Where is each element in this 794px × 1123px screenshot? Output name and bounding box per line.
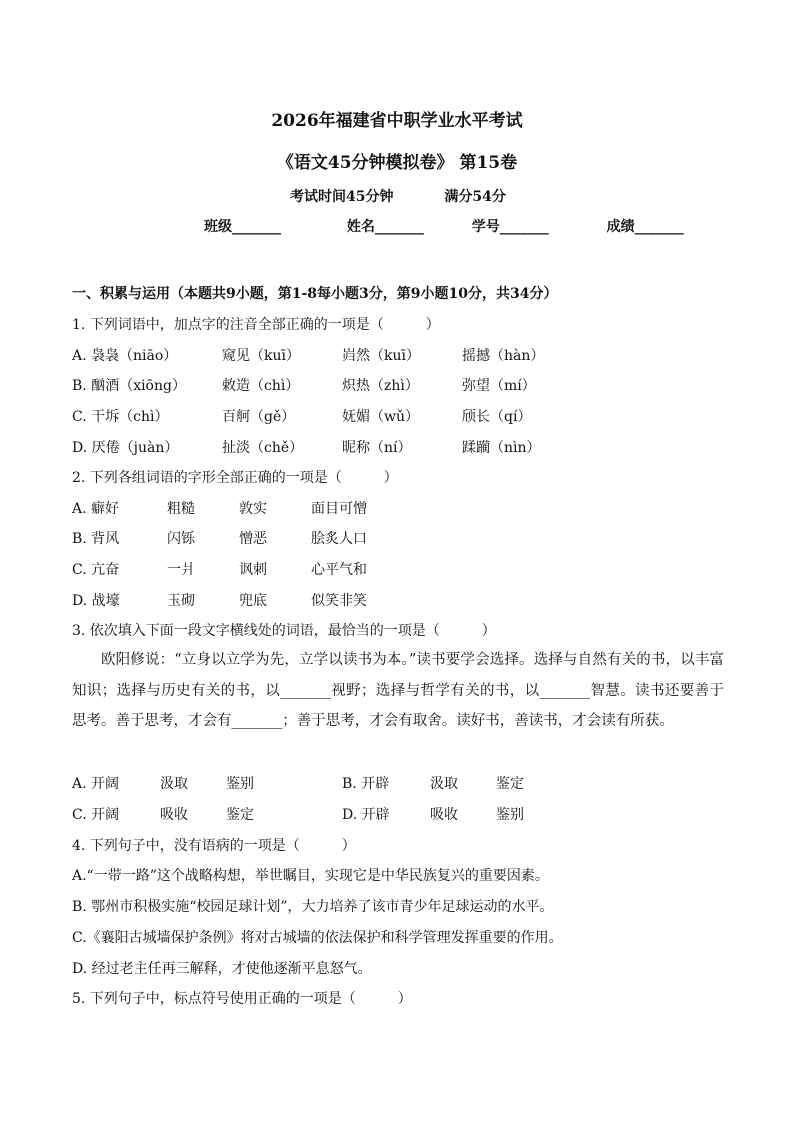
class-field: 班级_______: [204, 219, 281, 235]
question-2-stem: 2. 下列各组词语的字形全部正确的一项是（ ）: [72, 470, 398, 486]
question-4-option-d: D. 经过老主任再三解释，才使他逐渐平息怒气。: [72, 961, 372, 977]
id-field: 学号_______: [471, 219, 549, 235]
question-2-option-a: A. 癖好 粗糙 敦实 面目可憎: [72, 501, 367, 517]
exam-meta: [290, 186, 506, 206]
question-3-passage: 欧阳修说：“立身以立学为先，立学以读书为本。”读书要学会选择。选择与自然有关的书，以丰富知识；选择与历史有关的书，以_______视野；选择与哲学有关的书，以_______智慧。读书还要善于思考。善于思考，才会有_______；善于思考，才会有取舍。读好书，善读书，才会读有所获。: [72, 652, 724, 729]
question-3-option-row-2: C. 开阔 吸收 鉴定 D. 开辟 吸收 鉴别: [72, 807, 524, 823]
exam-time: 考试时间45分钟: [290, 189, 394, 205]
section-heading: 一、积累与运用（本题共9小题，第1-8每小题3分，第9小题10分，共34分）: [72, 286, 558, 302]
question-2-option-b: B. 背风 闪铄 憎恶 脍炙人口: [72, 531, 367, 547]
exam-score: 满分54分: [444, 189, 506, 205]
question-1-option-d: D. 厌倦（juàn） 扯淡（chě） 昵称（ní） 蹂躏（nìn）: [72, 440, 541, 456]
question-2-option-c: C. 亢奋 一爿 讽刺 心平气和: [72, 562, 367, 578]
question-1-option-a: A. 袅袅（niāo） 窥见（kuī） 岿然（kuī） 摇撼（hàn）: [72, 348, 545, 364]
student-fields: [204, 216, 684, 236]
exam-subtitle: 《语文45分钟模拟卷》 第15卷: [276, 153, 518, 173]
question-1-option-b: B. 酗酒（xiōng） 敕造（chì） 炽热（zhì） 弥望（mí）: [72, 378, 536, 394]
question-4-option-c: C.《襄阳古城墙保护条例》将对古城墙的依法保护和科学管理发挥重要的作用。: [72, 930, 563, 946]
exam-title: 2026年福建省中职学业水平考试: [271, 111, 523, 131]
grade-field: 成绩_______: [606, 219, 684, 235]
question-1-option-c: C. 干坼（chì） 百舸（gě） 妩媚（wǔ） 颀长（qí）: [72, 409, 532, 425]
question-4-stem: 4. 下列句子中，没有语病的一项是（ ）: [72, 838, 356, 854]
question-4-option-a: A.“一带一路”这个战略构想，举世瞩目，实现它是中华民族复兴的重要因素。: [72, 868, 549, 884]
question-2-option-d: D. 战壕 玉砌 兜底 似笑非笑: [72, 593, 367, 609]
name-field: 姓名_______: [346, 219, 424, 235]
question-5-stem: 5. 下列句子中，标点符号使用正确的一项是（ ）: [72, 991, 412, 1007]
question-3-stem: 3. 依次填入下面一段文字横线处的词语，最恰当的一项是（ ）: [72, 623, 496, 639]
question-3-option-row-1: A. 开阔 汲取 鉴别 B. 开辟 汲取 鉴定: [72, 776, 524, 792]
question-4-option-b: B. 鄂州市积极实施“校园足球计划”，大力培养了该市青少年足球运动的水平。: [72, 899, 554, 915]
question-1-stem: 1. 下列词语中，加点字的注音全部正确的一项是（ ）: [72, 317, 440, 333]
